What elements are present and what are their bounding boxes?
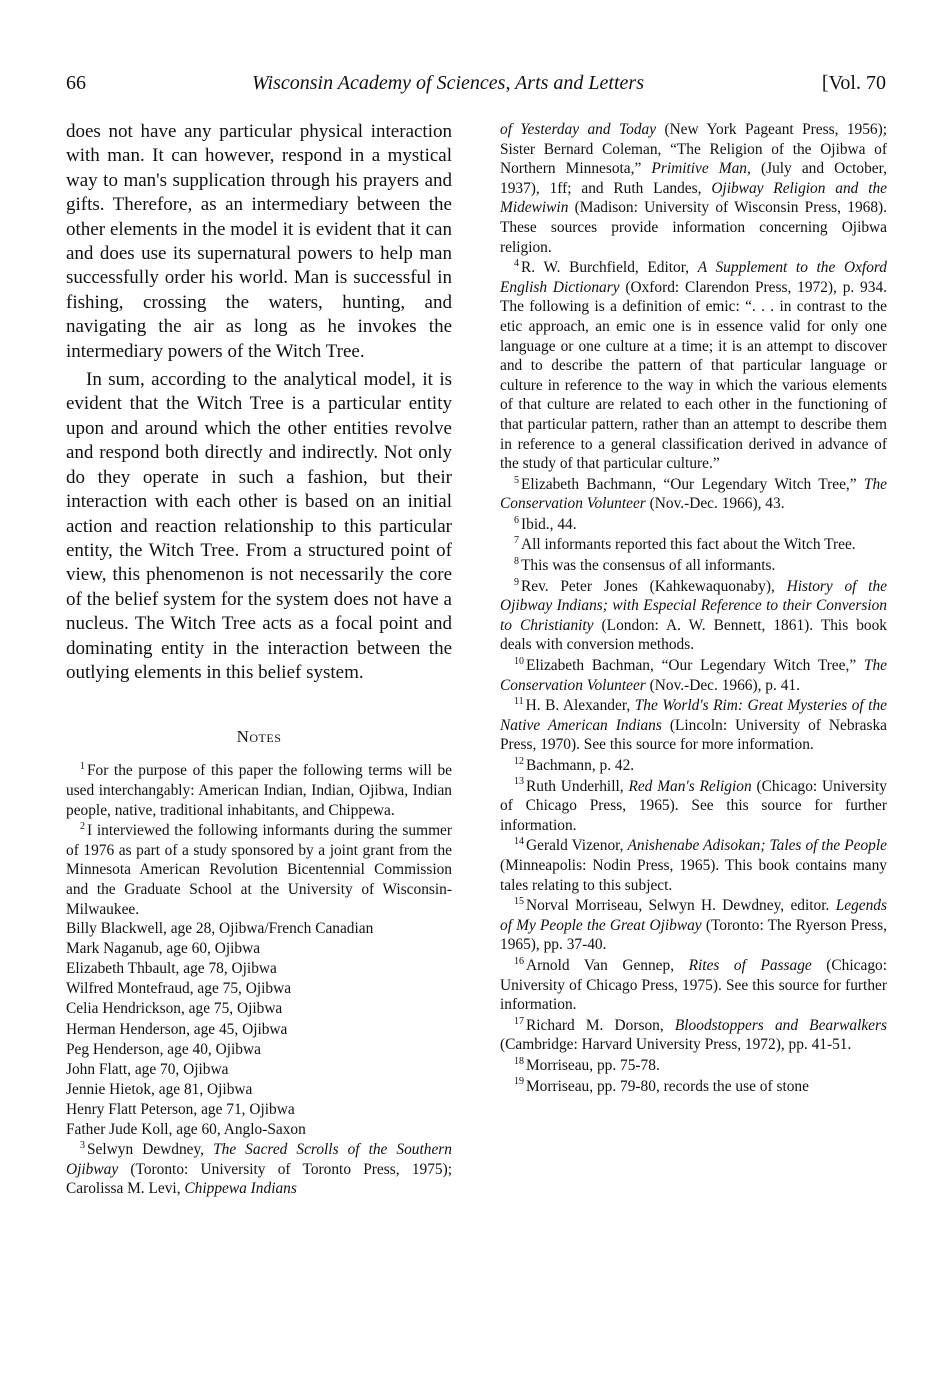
footnote-number: 12 xyxy=(514,755,524,767)
footnote-number: 7 xyxy=(514,535,519,547)
journal-title: Wisconsin Academy of Sciences, Arts and Letters xyxy=(252,72,644,94)
note-6: $^6$ Ibid., 44. xyxy=(514,514,577,533)
note-10: $^{10}$ Elizabeth Bachman, “Our Legendary Witch Tree,” The Conservation Volunteer (Nov.-Dec. 1966), p. 41. xyxy=(500,655,887,694)
footnote-number: 9 xyxy=(514,576,519,588)
footnote-number: 4 xyxy=(514,258,519,270)
note-3-continued: of Yesterday and Today (New York Pageant Press, 1956); Sister Bernard Coleman, “The Religion of the Ojibwa of Northern Minnesota,” Primitive Man, (July and October, 1937), 1ff; and Ruth Landes, Ojibway Religion and the Midewiwin (Madison: University of Wisconsin Press, 1968). These sources provide information concerning Ojibwa religion. xyxy=(500,121,887,256)
footnote-number: 8 xyxy=(514,555,519,567)
note-4: $^4$ R. W. Burchfield, Editor, A Supplement to the Oxford English Dictionary (Oxford: Clarendon Press, 1972), p. 934. The following is a definition of emic: “. . . in contrast to the etic approach, an emic one is in essence valid for only one language or one culture at a time; it is an attempt to discover and to describe the pattern of that particular language or culture in reference to the way in which the various elements of that culture are related to each other in the functioning of that particular pattern, rather than an attempt to describe them in reference to a general classification derived in advance of the study of that particular culture.” xyxy=(500,258,887,473)
informant-item: John Flatt, age 70, Ojibwa xyxy=(66,1060,229,1078)
note-9: $^9$ Rev. Peter Jones (Kahkewaquonaby), History of the Ojibway Indians; with Especial Reference to their Conversion to Christianity (London: A. W. Bennett, 1861). This book deals with conversion methods. xyxy=(500,576,887,654)
informant-item: Father Jude Koll, age 60, Anglo-Saxon xyxy=(66,1121,306,1139)
footnote-number: 14 xyxy=(514,836,524,848)
footnote-number: 17 xyxy=(514,1015,524,1027)
note-18: $^{18}$ Morriseau, pp. 75-78. xyxy=(514,1055,660,1074)
informant-item: Wilfred Montefraud, age 75, Ojibwa xyxy=(66,980,292,998)
footnote-number: 2 xyxy=(80,821,85,832)
note-11: $^{11}$ H. B. Alexander, The World's Rim: Great Mysteries of the Native American Indians (Lincoln: University of Nebraska Press, 1970). See this source for more information. xyxy=(500,696,887,754)
informant-item: Celia Hendrickson, age 75, Ojibwa xyxy=(66,1000,283,1018)
note-text: I interviewed the following informants during the summer of 1976 as part of a study sponsored by a joint grant from the Minnesota American Revolution Bicentennial Commission and the Graduate School at the University of Wisconsin-Milwaukee. xyxy=(66,822,452,918)
informant-item: Peg Henderson, age 40, Ojibwa xyxy=(66,1040,261,1058)
volume-label: [Vol. 70 xyxy=(821,72,886,94)
informant-item: Billy Blackwell, age 28, Ojibwa/French Canadian xyxy=(66,920,374,938)
informant-list xyxy=(66,919,452,1140)
note-8: $^8$ This was the consensus of all informants. xyxy=(514,555,776,575)
informant-item: Elizabeth Thbault, age 78, Ojibwa xyxy=(66,960,277,978)
note-7: $^7$ All informants reported this fact about the Witch Tree. xyxy=(514,535,856,554)
left-column xyxy=(66,120,452,1199)
note-14: $^{14}$ Gerald Vizenor, Anishenabe Adisokan; Tales of the People (Minneapolis: Nodin Press, 1965). This book contains many tales relating to this subject. xyxy=(500,836,887,894)
note-13: $^{13}$ Ruth Underhill, Red Man's Religion (Chicago: University of Chicago Press, 1965). See this source for further information. xyxy=(500,776,887,834)
note-17: $^{17}$ Richard M. Dorson, Bloodstoppers and Bearwalkers (Cambridge: Harvard University Press, 1972), pp. 41-51. xyxy=(500,1015,887,1054)
body-paragraph-2: In sum, according to the analytical model, it is evident that the Witch Tree is a particular entity upon and around which the other entities revolve and respond both directly and indirectly. Not only do they operate in such a fashion, but their interaction with each other is based on an initial action and reaction relationship to this particular entity, the Witch Tree. From a structured point of view, this phenomenon is not necessarily the core of the belief system for the system does not have a nucleus. The Witch Tree acts as a focal point and dominating entity in the interaction between the outlying elements in this belief system. xyxy=(66,369,452,683)
note-1 xyxy=(66,761,452,820)
footnote-number: 5 xyxy=(514,474,519,486)
footnote-number: 10 xyxy=(514,655,524,667)
informant-item: Mark Naganub, age 60, Ojibwa xyxy=(66,940,261,958)
page-number: 66 xyxy=(66,72,86,94)
informant-item: Henry Flatt Peterson, age 71, Ojibwa xyxy=(66,1100,295,1118)
informant-item: Herman Henderson, age 45, Ojibwa xyxy=(66,1020,288,1038)
footnote-number: 6 xyxy=(514,514,519,526)
right-column xyxy=(500,120,887,1096)
informant-item: Jennie Hietok, age 81, Ojibwa xyxy=(66,1080,253,1098)
footnote-number: 11 xyxy=(514,696,524,708)
footnote-number: 15 xyxy=(514,896,524,908)
notes-heading: Notes xyxy=(236,727,282,747)
note-16: $^{16}$ Arnold Van Gennep, Rites of Passage (Chicago: University of Chicago Press, 1975). See this source for further information. xyxy=(500,955,887,1014)
body-paragraph-1: does not have any particular physical interaction with man. It can however, respond in a mystical way to man's supplication through his prayers and gifts. Therefore, as an intermediary between the other elements in the model it is evident that it can and does use its supernatural powers to help man successfully order his world. Man is successful in fishing, crossing the waters, hunting, and navigating the air as long as he invokes the intermediary powers of the Witch Tree. xyxy=(66,121,452,362)
note-12: $^{12}$ Bachmann, p. 42. xyxy=(514,755,635,774)
note-5: $^5$ Elizabeth Bachmann, “Our Legendary Witch Tree,” The Conservation Volunteer (Nov.-Dec. 1966), 43. xyxy=(500,474,887,513)
note-3: $^3$ Selwyn Dewdney, The Sacred Scrolls of the Southern Ojibway (Toronto: University of Toronto Press, 1975); Carolissa M. Levi, Chippewa Indians xyxy=(66,1140,452,1198)
note-19: $^{19}$ Morriseau, pp. 79-80, records the use of stone xyxy=(514,1076,809,1095)
footnote-number: 19 xyxy=(514,1076,524,1088)
running-header xyxy=(66,72,886,102)
footnote-number: 3 xyxy=(80,1140,85,1151)
footnote-number: 13 xyxy=(514,776,524,788)
note-text: For the purpose of this paper the following terms will be used interchangably: American Indian, Indian, Ojibwa, Indian people, native, traditional inhabitants, and Chippewa. xyxy=(66,762,452,819)
note-2 xyxy=(66,821,452,919)
footnote-number: 16 xyxy=(514,955,524,967)
footnote-number: 1 xyxy=(80,761,85,773)
footnote-number: 18 xyxy=(514,1055,524,1067)
note-15: $^{15}$ Norval Morriseau, Selwyn H. Dewdney, editor. Legends of My People the Great Ojibway (Toronto: The Ryerson Press, 1965), pp. 37-40. xyxy=(500,896,887,954)
